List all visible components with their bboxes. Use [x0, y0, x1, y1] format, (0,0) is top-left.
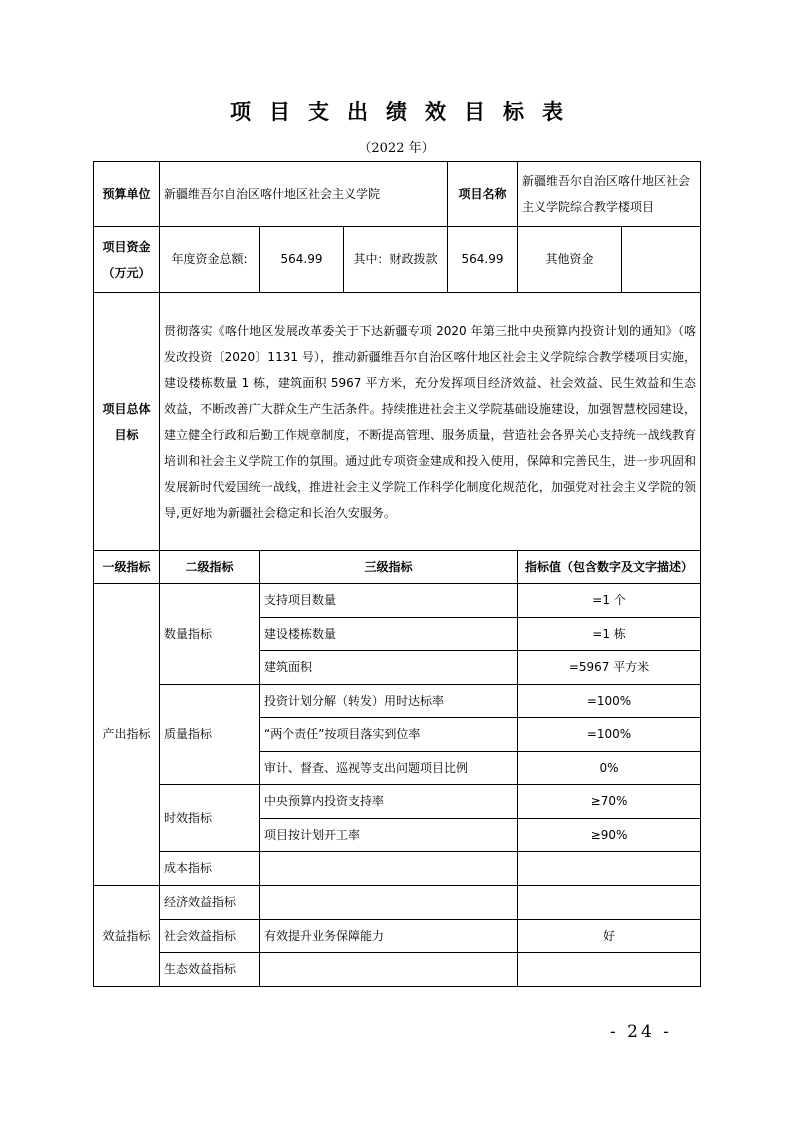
output-label: 产出指标 — [94, 584, 160, 886]
fiscal-label: 其中：财政拨款 — [344, 227, 448, 293]
ecological-label: 生态效益指标 — [160, 953, 260, 987]
indicator-value: =1 个 — [518, 584, 701, 618]
goal-text: 贯彻落实《喀什地区发展改革委关于下达新疆专项 2020 年第三批中央预算内投资计划的通知》（喀发改投资〔2020〕1131 号），推动新疆维吾尔自治区喀什地区社会主义学院综合教学楼项目实施，建设楼栋数量 1 栋，建筑面积 5967 平方米，充分发挥项目经济效益、社会效益、民生效益和生态效益，不断改善广大群众生产生活条件。持续推进社会主义学院基础设施建设，加强智慧校园建设，建立健全行政和后勤工作规章制度，不断提高管理、服务质量，营造社会各界关心支持统一战线教育培训和社会主义学院工作的氛围。通过此专项资金建成和投入使用，保障和完善民生，进一步巩固和发展新时代爱国统一战线，推进社会主义学院工作科学化制度化规范化，加强党对社会主义学院的领导,更好地为新疆社会稳定和长治久安服务。 — [160, 293, 701, 551]
value-header: 指标值（包含数字及文字描述） — [518, 551, 701, 584]
project-name-label: 项目名称 — [448, 162, 518, 227]
level3-header: 三级指标 — [260, 551, 518, 584]
performance-target-table — [93, 161, 701, 987]
funds-row — [94, 227, 701, 293]
page-title: 项目支出绩效目标表 — [230, 100, 581, 124]
table-row — [94, 785, 701, 819]
time-label: 时效指标 — [160, 785, 260, 852]
indicator-name — [260, 953, 518, 987]
annual-total-value: 564.99 — [260, 227, 344, 293]
social-label: 社会效益指标 — [160, 920, 260, 953]
indicator-name: 投资计划分解（转发）用时达标率 — [260, 685, 518, 718]
indicator-value: =100% — [518, 685, 701, 718]
indicator-value: ≥90% — [518, 819, 701, 852]
project-name-value: 新疆维吾尔自治区喀什地区社会主义学院综合教学楼项目 — [518, 162, 701, 227]
indicator-value — [518, 886, 701, 920]
page-number: - 24 - — [610, 1022, 672, 1042]
goal-label: 项目总体目标 — [94, 293, 160, 551]
indicator-value: =1 栋 — [518, 618, 701, 651]
indicator-name: 支持项目数量 — [260, 584, 518, 618]
other-funds-label: 其他资金 — [518, 227, 622, 293]
indicator-name: 中央预算内投资支持率 — [260, 785, 518, 819]
economic-label: 经济效益指标 — [160, 886, 260, 920]
year-subtitle: （2022 年） — [358, 141, 435, 156]
level2-header: 二级指标 — [160, 551, 260, 584]
benefit-label: 效益指标 — [94, 886, 160, 987]
other-funds-value — [622, 227, 701, 293]
table-row — [94, 953, 701, 987]
cost-label: 成本指标 — [160, 852, 260, 886]
indicator-name — [260, 886, 518, 920]
budget-unit-value: 新疆维吾尔自治区喀什地区社会主义学院 — [160, 162, 448, 227]
indicator-value — [518, 953, 701, 987]
indicator-value: 好 — [518, 920, 701, 953]
funds-label-line2: （万元） — [102, 265, 151, 280]
table-row — [94, 920, 701, 953]
indicator-value: =100% — [518, 718, 701, 752]
indicator-name — [260, 852, 518, 886]
indicator-name: 建设楼栋数量 — [260, 618, 518, 651]
funds-label — [94, 227, 160, 293]
indicator-name: 项目按计划开工率 — [260, 819, 518, 852]
level1-header: 一级指标 — [94, 551, 160, 584]
indicator-name: “两个责任”按项目落实到位率 — [260, 718, 518, 752]
budget-unit-label: 预算单位 — [94, 162, 160, 227]
indicator-value: ≥70% — [518, 785, 701, 819]
quantity-label: 数量指标 — [160, 584, 260, 685]
indicator-value — [518, 852, 701, 886]
indicator-value: =5967 平方米 — [518, 651, 701, 685]
fiscal-value: 564.99 — [448, 227, 518, 293]
indicator-name: 有效提升业务保障能力 — [260, 920, 518, 953]
goal-row — [94, 293, 701, 551]
quality-label: 质量指标 — [160, 685, 260, 785]
indicator-value: 0% — [518, 752, 701, 785]
annual-total-label: 年度资金总额: — [160, 227, 260, 293]
table-row — [94, 886, 701, 920]
indicator-name: 建筑面积 — [260, 651, 518, 685]
indicator-header-row — [94, 551, 701, 584]
indicator-name: 审计、督查、巡视等支出问题项目比例 — [260, 752, 518, 785]
table-row — [94, 685, 701, 718]
funds-label-line1: 项目资金 — [102, 239, 151, 254]
table-row — [94, 852, 701, 886]
table-row — [94, 584, 701, 618]
budget-unit-row — [94, 162, 701, 227]
